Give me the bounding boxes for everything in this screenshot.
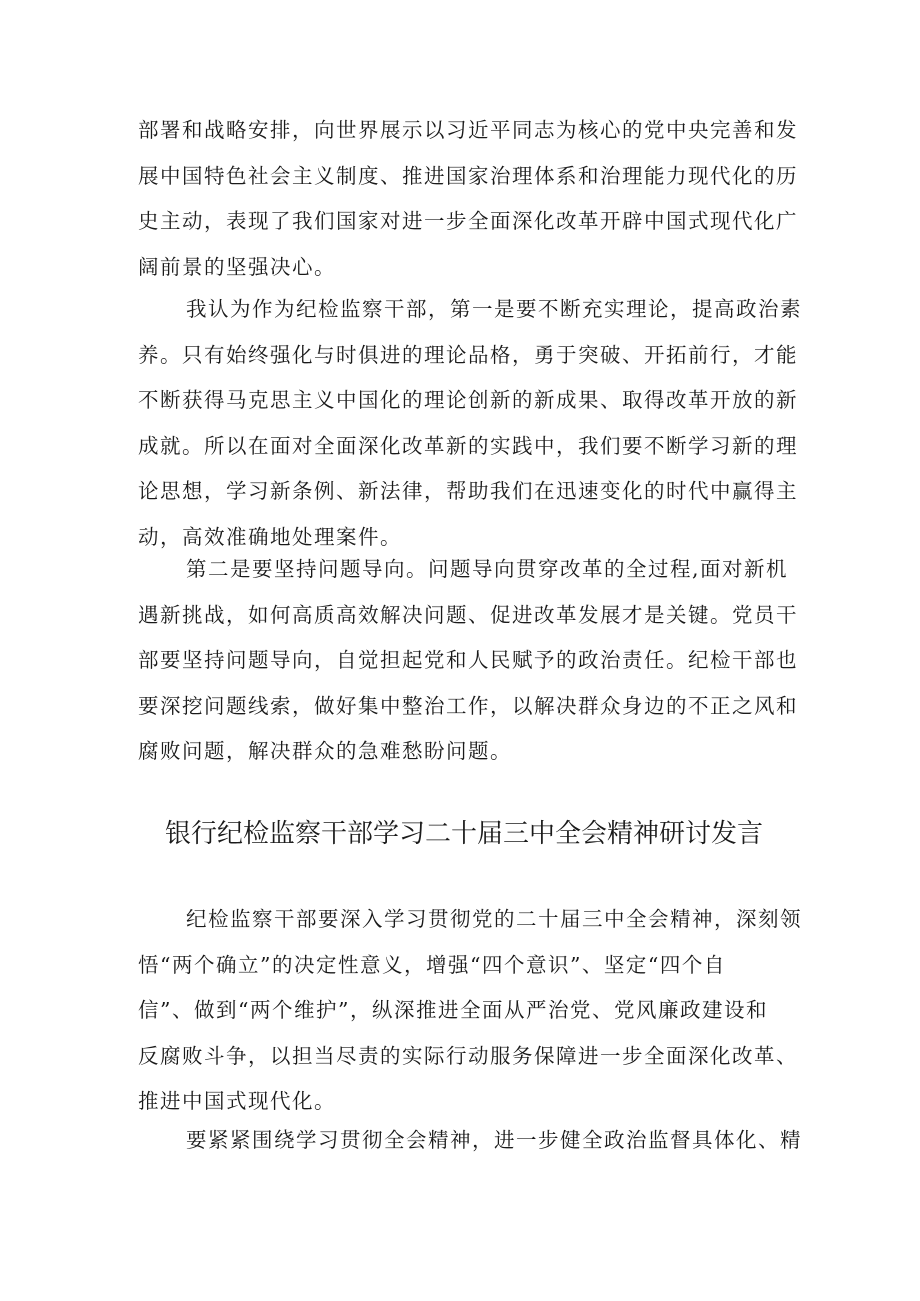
text-line: 悟“两个确立”的决定性意义，增强“四个意识”、坚定“四个自	[138, 952, 726, 977]
section-title: 银行纪检监察干部学习二十届三中全会精神研讨发言	[164, 819, 763, 849]
paragraph-study-spirit	[138, 897, 802, 1125]
text-line: 我认为作为纪检监察干部，第一是要不断充实理论，提高政治素	[186, 297, 802, 321]
text-line: 反腐败斗争，以担当尽责的实际行动服务保障进一步全面深化改革、	[138, 1043, 798, 1068]
text-line: 部署和战略安排，向世界展示以习近平同志为核心的党中央完善和发	[138, 118, 798, 142]
text-line: 阔前景的坚强决心。	[138, 254, 336, 279]
text-line: 第二是要坚持问题导向。问题导向贯穿改革的全过程,面对新机	[186, 557, 789, 581]
text-line: 推进中国式现代化。	[138, 1089, 336, 1113]
text-line: 不断获得马克思主义中国化的理论创新的新成果、取得改革开放的新	[138, 388, 798, 412]
text-line: 史主动，表现了我们国家对进一步全面深化改革开辟中国式现代化广	[138, 209, 798, 233]
text-line: 养。只有始终强化与时俱进的理论品格，勇于突破、开拓前行，才能	[138, 342, 798, 367]
paragraph-political-supervision	[138, 1118, 802, 1164]
text-line: 遇新挑战，如何高质高效解决问题、促进改革发展才是关键。党员干	[138, 602, 798, 627]
text-line: 要紧紧围绕学习贯彻全会精神，进一步健全政治监督具体化、精	[186, 1128, 802, 1152]
intro-paragraph	[138, 108, 798, 290]
text-line: 动，高效准确地处理案件。	[138, 524, 402, 549]
paragraph-problem-oriented	[138, 547, 798, 775]
text-line: 成就。所以在面对全面深化改革新的实践中，我们要不断学习新的理	[138, 433, 798, 458]
text-line: 纪检监察干部要深入学习贯彻党的二十届三中全会精神，深刻领	[186, 907, 802, 931]
text-line: 论思想，学习新条例、新法律，帮助我们在迅速变化的时代中赢得主	[138, 479, 798, 503]
text-line: 信”、做到“两个维护”，纵深推进全面从严治党、党风廉政建设和	[138, 998, 768, 1022]
text-line: 部要坚持问题导向，自觉担起党和人民赋予的政治责任。纪检干部也	[138, 648, 798, 672]
paragraph-theory	[138, 287, 802, 560]
text-line: 腐败问题，解决群众的急难愁盼问题。	[138, 739, 512, 763]
text-line: 要深挖问题线索，做好集中整治工作，以解决群众身边的不正之风和	[138, 693, 798, 718]
text-line: 展中国特色社会主义制度、推进国家治理体系和治理能力现代化的历	[138, 163, 798, 188]
